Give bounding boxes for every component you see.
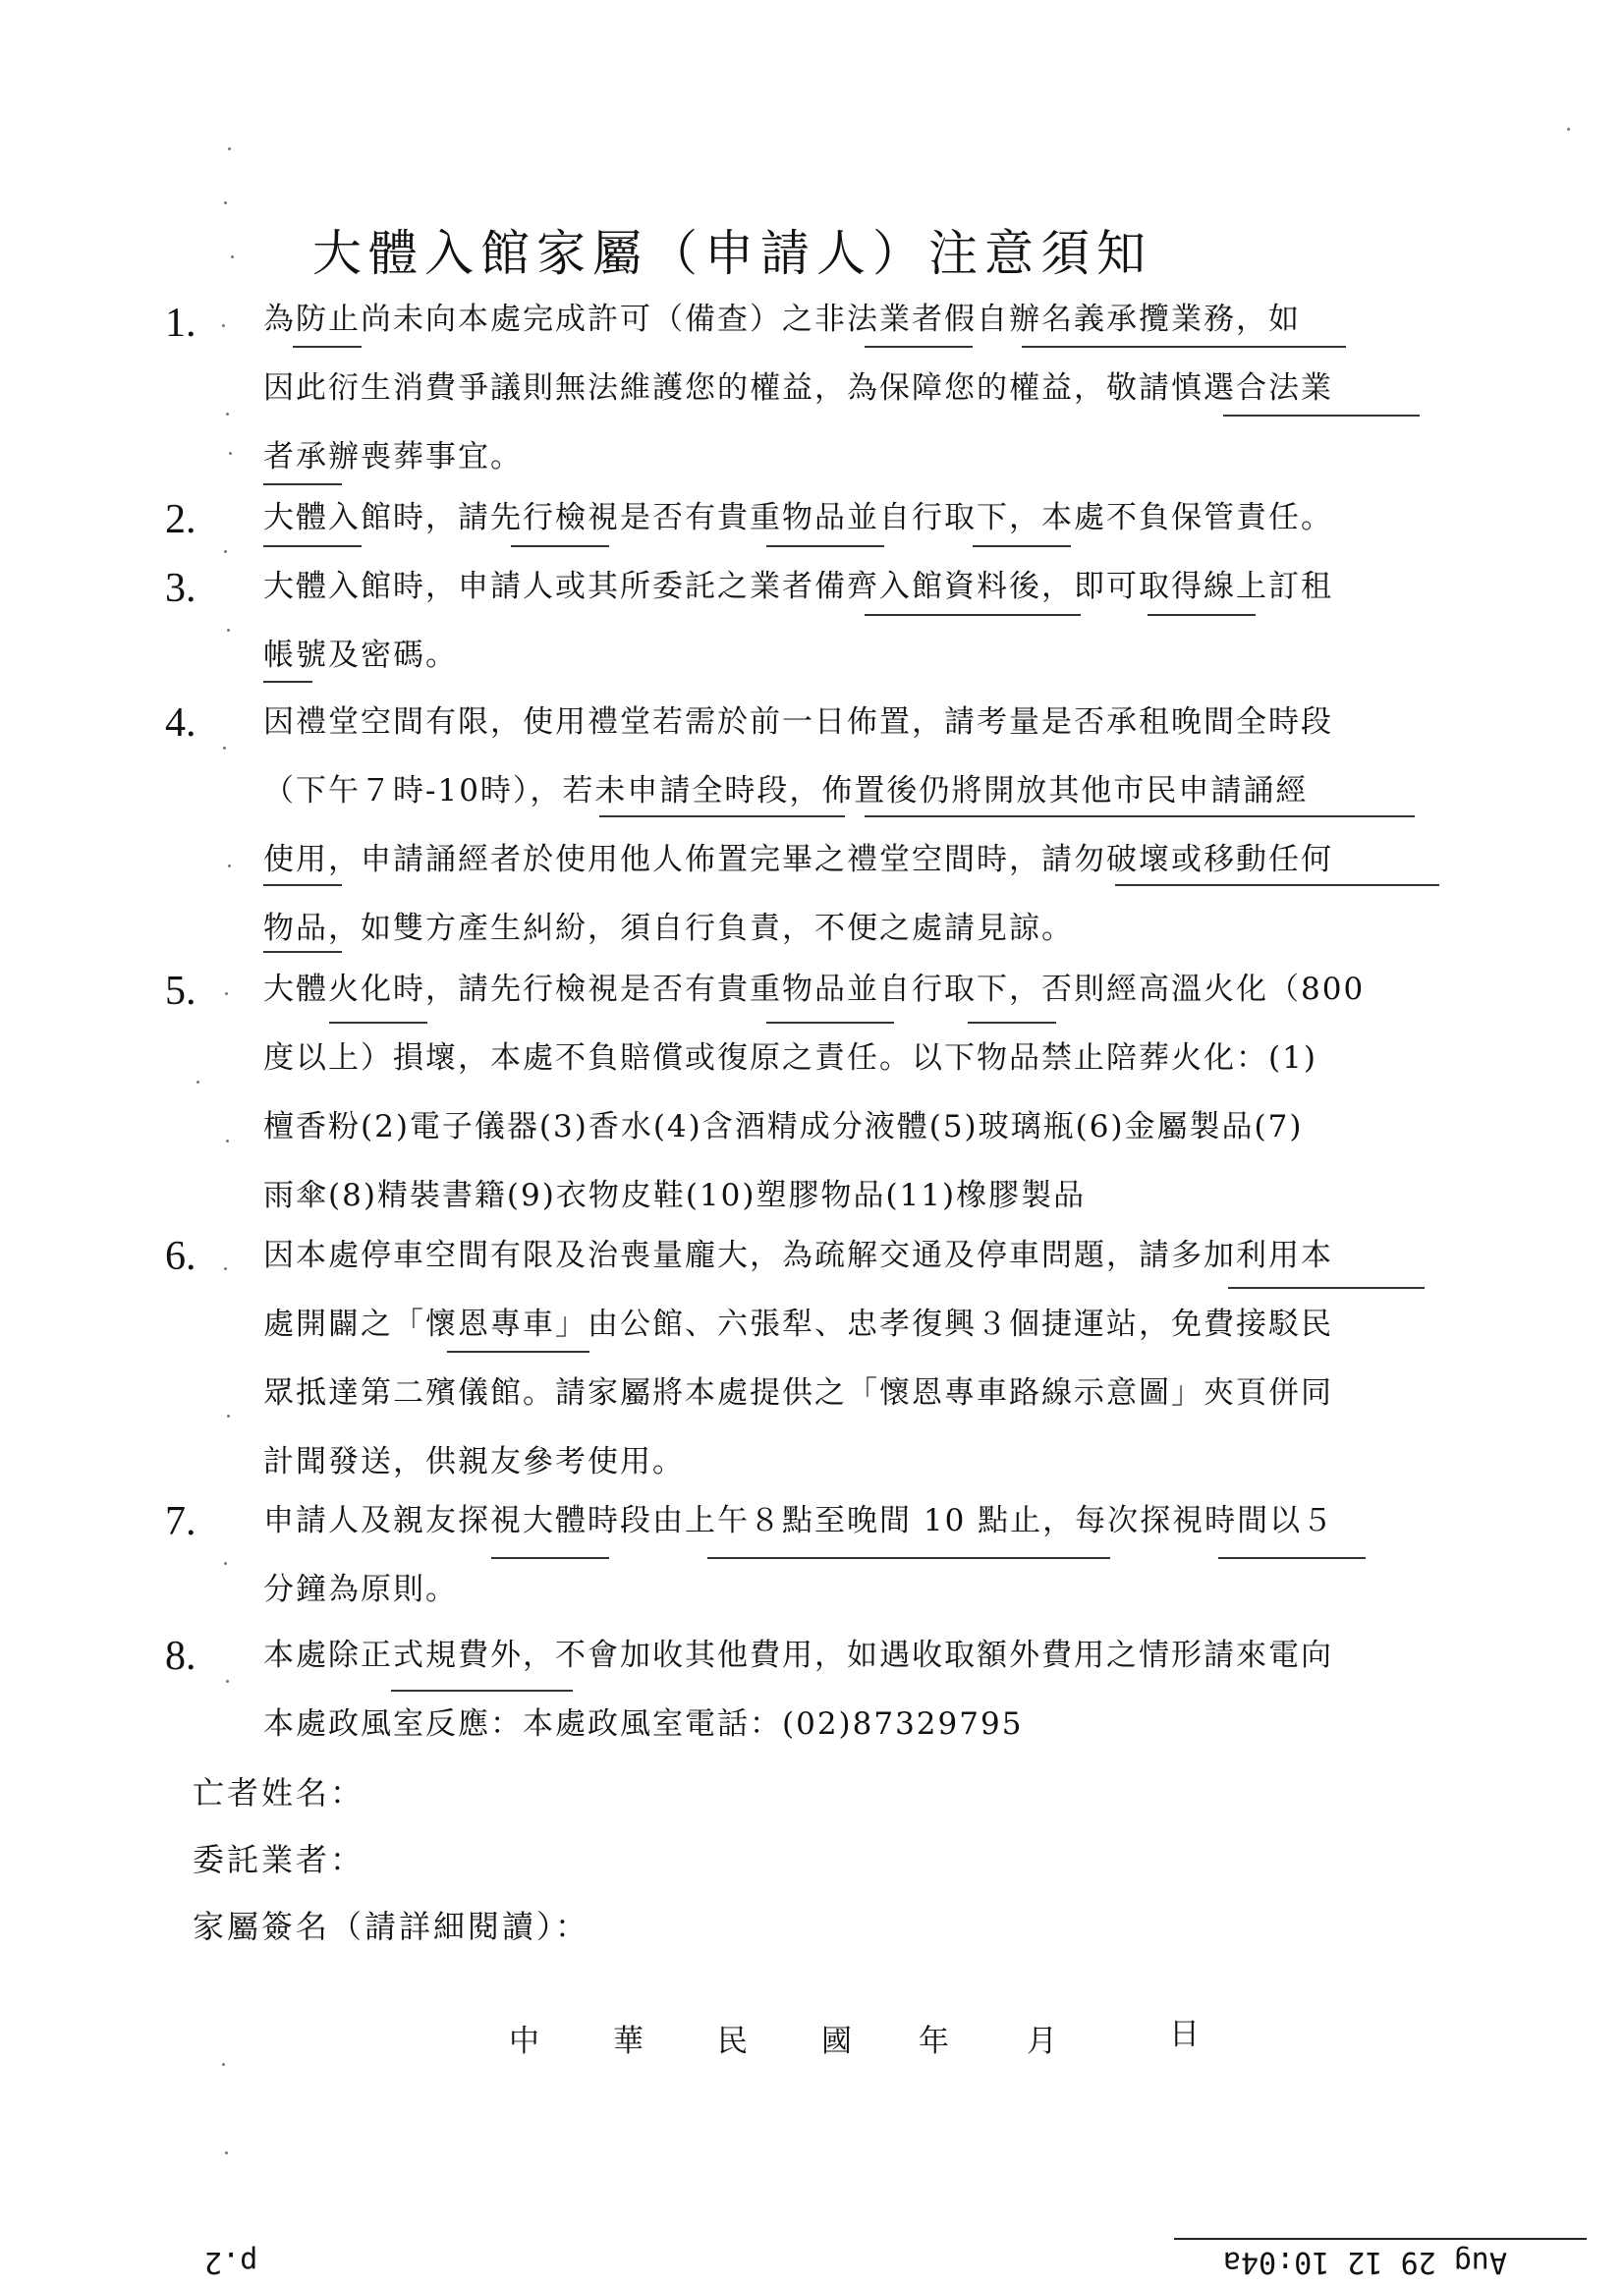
item-line: 大體入館時，申請人或其所委託之業者備齊入館資料後，即可取得線上訂租 bbox=[263, 569, 1333, 604]
item-line: 為防止尚未向本處完成許可（備查）之非法業者假自辦名義承攬業務，如 bbox=[263, 302, 1301, 337]
item-line: 本處政風室反應：本處政風室電話：(02)87329795 bbox=[263, 1706, 1024, 1742]
item-line: 雨傘(8)精裝書籍(9)衣物皮鞋(10)塑膠物品(11)橡膠製品 bbox=[263, 1178, 1087, 1213]
deceased-name-field: 亡者姓名： bbox=[193, 1774, 365, 1812]
notice-item-3 bbox=[263, 552, 1447, 690]
item-line: 處開闢之「懷恩專車」由公館、六張犁、忠孝復興３個捷運站，免費接駁民 bbox=[263, 1307, 1333, 1342]
item-line: 物品，如雙方產生糾紛，須自行負責，不便之處請見諒。 bbox=[263, 911, 1074, 946]
date-month: 月 bbox=[1027, 2024, 1057, 2059]
item-number: 8. bbox=[165, 1634, 196, 1679]
notice-item-2 bbox=[263, 483, 1447, 552]
family-signature-field: 家屬簽名（請詳細閱讀）： bbox=[193, 1908, 590, 1945]
item-number: 6. bbox=[165, 1234, 196, 1279]
item-line: 因本處停車空間有限及治喪量龐大，為疏解交通及停車問題，請多加利用本 bbox=[263, 1238, 1333, 1273]
item-number: 4. bbox=[165, 700, 196, 746]
item-line: 大體火化時，請先行檢視是否有貴重物品並自行取下，否則經高溫火化（800 bbox=[263, 972, 1366, 1007]
date-year: 年 bbox=[919, 2024, 949, 2059]
item-number: 2. bbox=[165, 497, 196, 542]
notice-item-5 bbox=[263, 955, 1447, 1230]
item-line: 使用，申請誦經者於使用他人佈置完畢之禮堂空間時，請勿破壞或移動任何 bbox=[263, 842, 1333, 877]
item-line: 檀香粉(2)電子儀器(3)香水(4)含酒精成分液體(5)玻璃瓶(6)金屬製品(7) bbox=[263, 1109, 1304, 1144]
date-day: 日 bbox=[1169, 2017, 1200, 2052]
agent-field: 委託業者： bbox=[193, 1841, 365, 1878]
item-line: 帳號及密碼。 bbox=[263, 638, 458, 673]
item-line: 者承辦喪葬事宜。 bbox=[263, 439, 523, 474]
item-number: 5. bbox=[165, 969, 196, 1014]
item-line: 大體入館時，請先行檢視是否有貴重物品並自行取下，本處不負保管責任。 bbox=[263, 500, 1333, 535]
item-line: 因此衍生消費爭議則無法維護您的權益，為保障您的權益，敬請慎選合法業 bbox=[263, 370, 1333, 406]
date-republic: 中 華 民 國 bbox=[509, 2024, 873, 2059]
fax-header: Aug 29 12 10:04a bbox=[1223, 2245, 1507, 2279]
item-line: 申請人及親友探視大體時段由上午８點至晚間 10 點止，每次探視時間以５ bbox=[263, 1503, 1335, 1538]
fax-header-rule bbox=[1174, 2238, 1587, 2240]
page-label: p.2 bbox=[204, 2245, 258, 2279]
item-line: 因禮堂空間有限，使用禮堂若需於前一日佈置，請考量是否承租晚間全時段 bbox=[263, 704, 1333, 740]
item-number: 3. bbox=[165, 566, 196, 611]
notice-item-7 bbox=[263, 1486, 1447, 1624]
item-number: 1. bbox=[165, 301, 196, 346]
item-line: 眾抵達第二殯儀館。請家屬將本處提供之「懷恩專車路線示意圖」夾頁併同 bbox=[263, 1375, 1333, 1411]
notice-item-6 bbox=[263, 1221, 1447, 1496]
item-line: 本處除正式規費外，不會加收其他費用，如遇收取額外費用之情形請來電向 bbox=[263, 1638, 1333, 1673]
item-line: 度以上）損壞，本處不負賠償或復原之責任。以下物品禁止陪葬火化：(1) bbox=[263, 1040, 1317, 1076]
document-title: 大體入館家屬（申請人）注意須知 bbox=[312, 225, 1152, 282]
item-line: 計聞發送，供親友參考使用。 bbox=[263, 1444, 685, 1479]
item-line: （下午７時-10時），若未申請全時段，佈置後仍將開放其他市民申請誦經 bbox=[263, 773, 1309, 808]
item-number: 7. bbox=[165, 1499, 196, 1544]
notice-item-1 bbox=[263, 285, 1447, 491]
item-line: 分鐘為原則。 bbox=[263, 1572, 458, 1607]
notice-item-4 bbox=[263, 688, 1447, 963]
